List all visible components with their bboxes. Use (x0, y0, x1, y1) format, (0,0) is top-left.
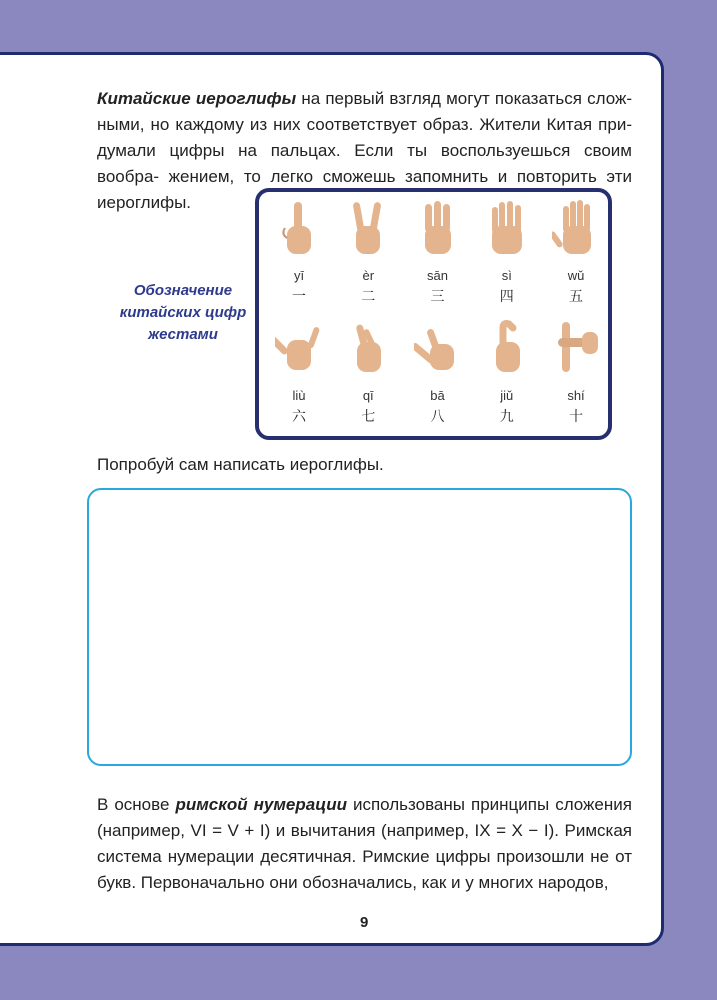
pinyin-label: qī (362, 388, 374, 403)
roman-line-1-end: использованы принципы сложения (352, 795, 632, 814)
term-chinese-characters: Китайские иероглифы (97, 89, 297, 108)
open-palm-hand-icon (552, 198, 600, 258)
four-fingers-hand-icon (483, 198, 531, 258)
pinyin-label: yī (293, 268, 305, 283)
pinyin-label: liù (292, 388, 306, 403)
shaka-hand-icon (275, 318, 323, 378)
gesture-cell-10 (544, 318, 608, 426)
pinyin-label: bā (430, 388, 445, 403)
writing-prompt: Попробуй сам написать иероглифы. (97, 455, 384, 474)
crossed-fingers-hand-icon (552, 318, 600, 378)
gesture-row-2 (267, 318, 608, 426)
hanzi-label: 八 (430, 409, 445, 425)
roman-paragraph (97, 792, 632, 896)
gesture-cell-8 (406, 318, 470, 426)
roman-line-4: букв. Первоначально они обозначались, как и у многих народов, (97, 873, 609, 892)
hanzi-label: 二 (361, 289, 376, 305)
hanzi-label: 三 (430, 289, 445, 305)
gesture-cell-3 (406, 198, 470, 306)
hanzi-label: 十 (569, 409, 583, 425)
roman-line-2: (например, VI = V + I) и вычитания (например, IX = X − I). Римская (97, 821, 632, 840)
l-shape-hand-icon (414, 318, 462, 378)
gesture-chart (255, 188, 612, 440)
hanzi-label: 一 (292, 289, 306, 305)
intro-line-4: жением, то легко сможешь запомнить и повторить эти иероглифы. (97, 167, 632, 212)
writing-area[interactable] (87, 488, 632, 766)
page-number: 9 (360, 914, 369, 931)
hanzi-label: 九 (499, 409, 514, 425)
hook-finger-hand-icon (483, 318, 531, 378)
roman-line-3: система нумерации десятичная. Римские цифры произошли не от (97, 847, 632, 866)
hanzi-label: 七 (361, 409, 376, 425)
caption-line-1: Обозначение (133, 282, 233, 299)
pinyin-label: wǔ (567, 268, 585, 283)
caption-line-3: жестами (148, 326, 218, 343)
gesture-caption (108, 280, 258, 346)
pinyin-label: shí (567, 388, 585, 403)
gesture-cell-1 (267, 198, 331, 306)
pinyin-label: sān (427, 268, 448, 283)
one-finger-hand-icon (275, 198, 323, 258)
gesture-cell-4 (475, 198, 539, 306)
gesture-cell-7 (336, 318, 400, 426)
gesture-row-1 (267, 198, 608, 306)
term-roman-numerals: римской нумерации (175, 795, 347, 814)
gesture-cell-6 (267, 318, 331, 426)
two-fingers-hand-icon (344, 198, 392, 258)
three-fingers-hand-icon (414, 198, 462, 258)
hanzi-label: 五 (569, 289, 583, 305)
pinyin-label: jiǔ (500, 388, 514, 403)
caption-line-2: китайских цифр (119, 304, 247, 321)
pinyin-label: èr (362, 268, 375, 283)
intro-line-2: ными, но каждому из них соответствует образ. Жители Китая при- (97, 115, 632, 134)
pinyin-label: sì (501, 268, 512, 283)
pinch-hand-icon (344, 318, 392, 378)
intro-line-1: на первый взгляд могут показаться слож- (301, 89, 632, 108)
roman-line-1-start: В основе (97, 795, 170, 814)
gesture-cell-2 (336, 198, 400, 306)
hanzi-label: 六 (292, 409, 306, 425)
gesture-cell-9 (475, 318, 539, 426)
hanzi-label: 四 (499, 289, 514, 305)
intro-line-3: думали цифры на пальцах. Если ты воспользуешься своим вообра- (97, 141, 632, 186)
gesture-cell-5 (544, 198, 608, 306)
